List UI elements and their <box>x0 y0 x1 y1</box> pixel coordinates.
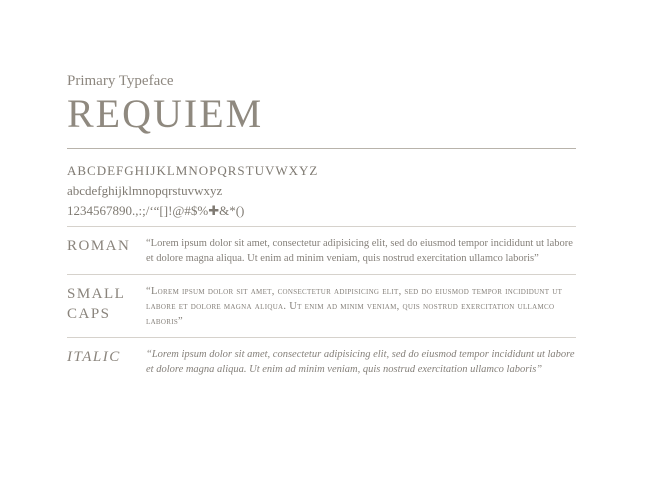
style-sample: “Lorem ipsum dolor sit amet, consectetur adipisicing elit, sed do eiusmod tempor incididunt ut labore et dolore magna aliqua. Ut enim ad minim veniam, quis nostrud exercitation ullamco laboris” <box>146 238 573 264</box>
numeral-glyphs: 1234567890.,:;/‘“[]!@#$%✚&*() <box>67 203 245 218</box>
title-divider <box>67 148 576 149</box>
typeface-specimen <box>67 72 576 385</box>
uppercase-glyphs: ABCDEFGHIJKLMNOPQRSTUVWXYZ <box>67 163 319 178</box>
style-name: ITALIC <box>67 349 121 365</box>
style-sample: “Lorem ipsum dolor sit amet, consectetur adipisicing elit, sed do eiusmod tempor incididunt ut labore et dolore magna aliqua. Ut enim ad minim veniam, quis nostrud exercitation ullamco laboris” <box>146 286 563 327</box>
style-name: ROMAN <box>67 238 131 254</box>
section-eyebrow: Primary Typeface <box>67 73 174 89</box>
glyph-set <box>67 161 576 221</box>
style-sample: “Lorem ipsum dolor sit amet, consectetur adipisicing elit, sed do eiusmod tempor incididunt ut labore et dolore magna aliqua. Ut enim ad minim veniam, quis nostrud exercitation ullamco laboris” <box>146 349 575 375</box>
typeface-title: REQUIEM <box>67 91 264 136</box>
style-row-small-caps <box>67 275 576 337</box>
lowercase-glyphs: abcdefghijklmnopqrstuvwxyz <box>67 183 223 198</box>
style-row-italic <box>67 338 576 385</box>
style-name: SMALL CAPS <box>67 286 125 322</box>
style-row-roman <box>67 227 576 274</box>
